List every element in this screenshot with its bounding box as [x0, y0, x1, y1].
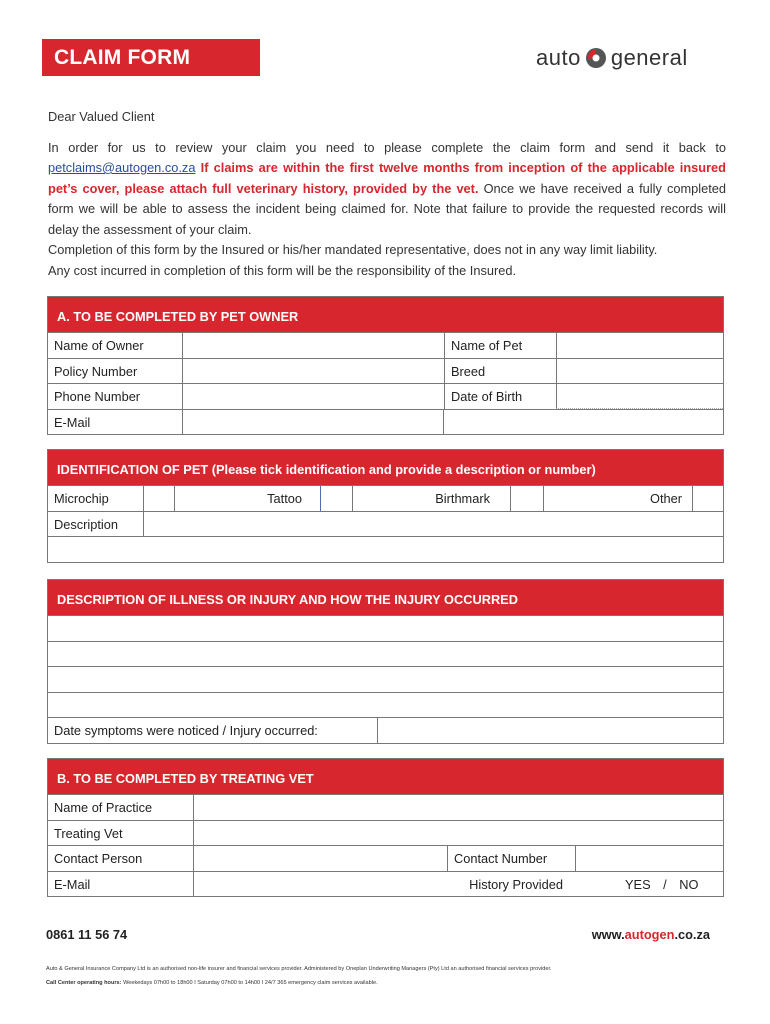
- logo-text-auto: auto: [536, 45, 581, 70]
- breed-field[interactable]: [556, 359, 723, 384]
- label-phone-number: Phone Number: [54, 389, 141, 405]
- call-center-hours: [46, 980, 378, 986]
- label-name-of-owner: Name of Owner: [54, 338, 144, 353]
- tattoo-checkbox[interactable]: [320, 486, 352, 511]
- intro-warning: If claims are within the first twelve months from inception of the applicable insured pet’s cover, please attach full veterinary history, provided by the vet.: [48, 160, 726, 196]
- label-description: Description: [54, 516, 119, 532]
- treating-vet-field[interactable]: [193, 821, 723, 846]
- label-date-of-birth: Date of Birth: [444, 384, 556, 409]
- section-treating-vet: [47, 758, 724, 897]
- description-field-line-2[interactable]: [48, 537, 723, 562]
- policy-number-field[interactable]: [182, 359, 444, 384]
- intro-text-start: In order for us to review your claim you need to please complete the claim form and send it back to: [48, 139, 726, 155]
- illness-description-line-2[interactable]: [48, 642, 723, 667]
- label-policy-number: Policy Number: [54, 363, 138, 379]
- intro-text-end: Once we have received a fully completed form we will be able to assess the incident being claimed for. Note that failure to provide the requested records will delay the assessment of your claim.: [48, 180, 726, 237]
- intro-text: [48, 107, 726, 281]
- form-row: [48, 794, 723, 820]
- claims-email-link[interactable]: petclaims@autogen.co.za: [48, 160, 196, 175]
- web-brand: autogen: [624, 927, 675, 942]
- label-name-of-pet: Name of Pet: [444, 333, 556, 358]
- label-tattoo: Tattoo: [174, 486, 320, 511]
- footer-phone: 0861 11 56 74: [46, 927, 128, 942]
- form-title: CLAIM FORM: [42, 39, 260, 76]
- form-row: [48, 358, 723, 384]
- date-of-birth-field[interactable]: [556, 384, 723, 409]
- section-pet-owner: [47, 296, 724, 435]
- owner-email-field[interactable]: [182, 410, 444, 435]
- section-identification: [47, 449, 724, 563]
- liability-note: Completion of this form by the Insured or his/her mandated representative, does not in any way limit liability.: [48, 242, 658, 257]
- label-breed: Breed: [444, 359, 556, 384]
- form-row: [48, 332, 723, 358]
- history-yes-no: [575, 872, 723, 897]
- intro-paragraph: [48, 138, 726, 241]
- owner-name-field[interactable]: [182, 333, 444, 358]
- form-row: [48, 511, 723, 537]
- section-illness: [47, 579, 724, 744]
- form-row: [48, 485, 723, 511]
- form-row: [48, 666, 723, 692]
- illness-description-line-4[interactable]: [48, 693, 723, 718]
- contact-number-field[interactable]: [575, 846, 723, 871]
- logo-text-general: general: [610, 45, 688, 70]
- form-row: [48, 641, 723, 667]
- contact-person-field[interactable]: [193, 846, 447, 871]
- cost-note: Any cost incurred in completion of this form will be the responsibility of the Insured.: [48, 262, 517, 278]
- label-birthmark: Birthmark: [352, 486, 510, 511]
- form-row: [48, 692, 723, 718]
- label-other: Other: [543, 486, 692, 511]
- history-separator: /: [663, 876, 667, 892]
- label-date-symptoms: Date symptoms were noticed / Injury occurred:: [54, 723, 318, 739]
- form-row: [48, 383, 723, 409]
- hours-text: Weekedays 07h00 to 18h00 I Saturday 07h00 to 14h00 I 24/7 365 emergency claim services available.: [121, 980, 378, 986]
- label-contact-number: Contact Number: [447, 846, 575, 871]
- pet-name-field[interactable]: [556, 333, 723, 358]
- form-row: [48, 615, 723, 641]
- legal-disclaimer: Auto & General Insurance Company Ltd is an authorised non-life insurer and financial services provider. Administered by Oneplan Underwriting Managers (Pty) Ltd an authorised financial services provider.: [46, 966, 552, 972]
- web-prefix: www.: [591, 927, 625, 942]
- microchip-checkbox[interactable]: [143, 486, 174, 511]
- form-row: [48, 871, 723, 897]
- history-no-option[interactable]: NO: [679, 876, 699, 892]
- greeting: Dear Valued Client: [48, 109, 155, 124]
- form-row: [48, 820, 723, 846]
- auto-general-logo: [536, 42, 688, 74]
- label-vet-email: E-Mail: [54, 876, 91, 892]
- description-field[interactable]: [143, 512, 723, 537]
- other-checkbox[interactable]: [692, 486, 723, 511]
- phone-number-field[interactable]: [182, 384, 444, 409]
- illness-description-line-1[interactable]: [48, 616, 723, 641]
- section-a-heading: A. TO BE COMPLETED BY PET OWNER: [48, 297, 723, 332]
- hours-label: Call Center operating hours:: [46, 980, 122, 986]
- footer-website[interactable]: [592, 927, 710, 942]
- logo-emblem-icon: [583, 45, 609, 71]
- section-b-heading: B. TO BE COMPLETED BY TREATING VET: [48, 759, 723, 794]
- identification-heading: IDENTIFICATION OF PET (Please tick identification and provide a description or number): [48, 450, 723, 485]
- form-row: [48, 717, 723, 743]
- practice-name-field[interactable]: [193, 795, 723, 820]
- form-row: [48, 536, 723, 562]
- history-yes-option[interactable]: YES: [625, 876, 651, 892]
- label-treating-vet: Treating Vet: [54, 825, 123, 841]
- label-email: E-Mail: [54, 414, 91, 430]
- label-history-provided: History Provided: [469, 876, 563, 892]
- vet-email-field[interactable]: [193, 872, 447, 897]
- web-suffix: .co.za: [674, 927, 710, 942]
- label-contact-person: Contact Person: [54, 851, 143, 867]
- form-row: [48, 845, 723, 871]
- label-microchip: Microchip: [54, 491, 109, 506]
- date-symptoms-field[interactable]: [377, 718, 723, 743]
- form-row: [48, 409, 723, 435]
- illness-description-line-3[interactable]: [48, 667, 723, 692]
- label-name-of-practice: Name of Practice: [54, 800, 153, 815]
- birthmark-checkbox[interactable]: [510, 486, 543, 511]
- illness-heading: DESCRIPTION OF ILLNESS OR INJURY AND HOW THE INJURY OCCURRED: [48, 580, 723, 615]
